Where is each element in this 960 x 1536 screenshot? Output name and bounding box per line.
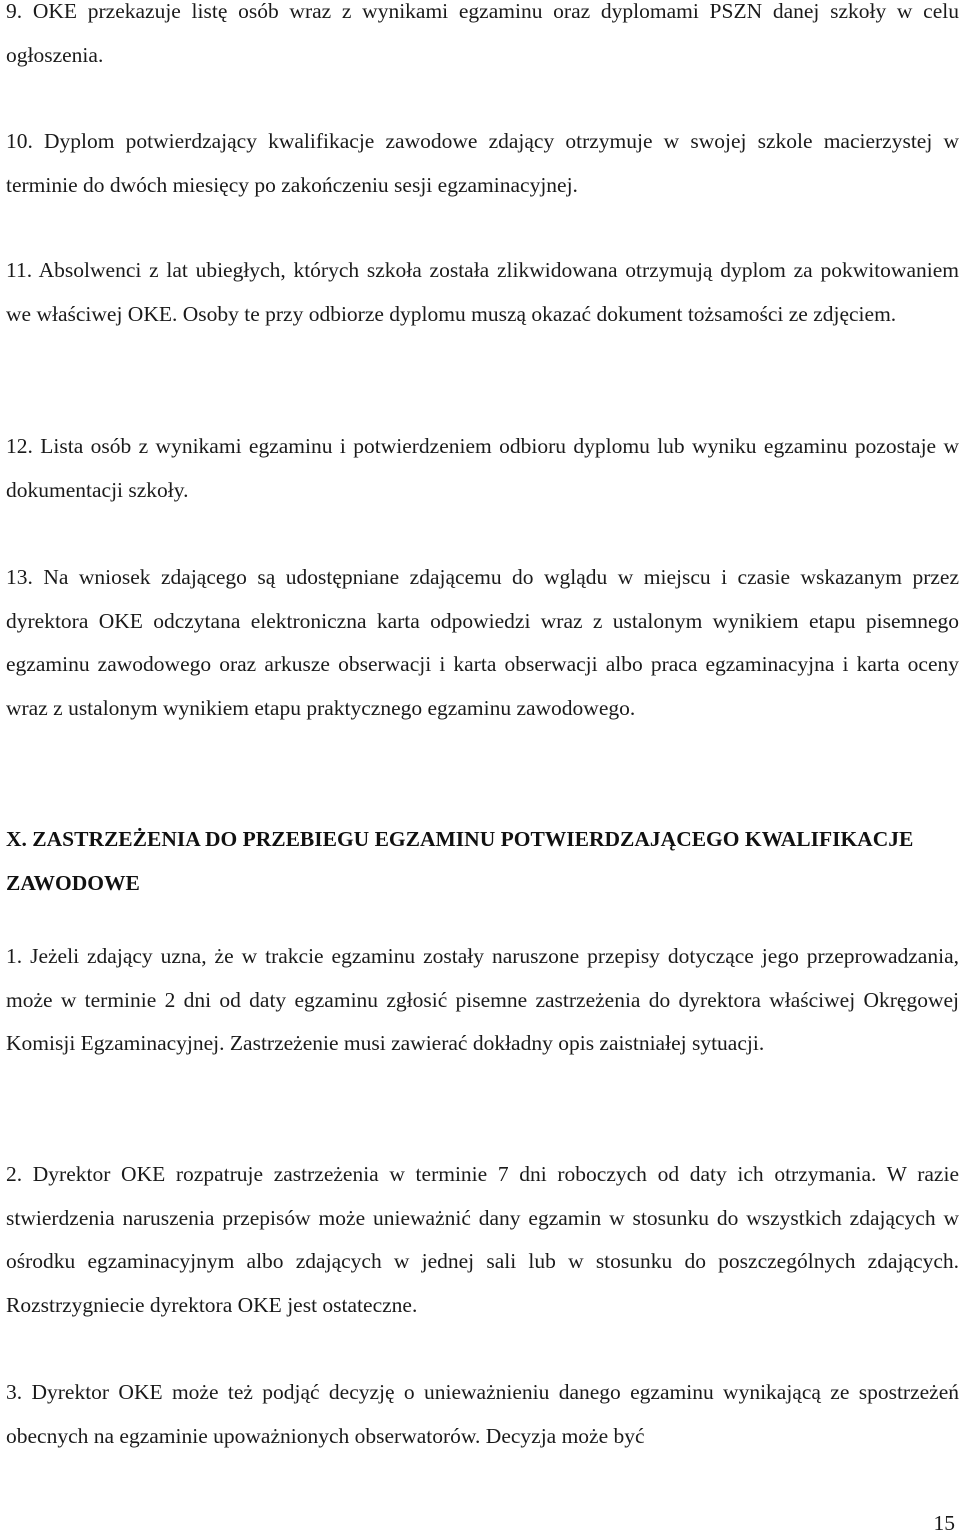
paragraph-13: 13. Na wniosek zdającego są udostępniane zdającemu do wglądu w miejscu i czasie wskazanym przez dyrektora OKE odczytana elektroniczna karta odpowiedzi wraz z ustalonym wynikiem etapu pisemnego egzaminu zawodowego oraz arkusze obserwacji i karta obserwacji albo praca egzaminacyjna i karta oceny wraz z ustalonym wynikiem etapu praktycznego egzaminu zawodowego.	[6, 565, 959, 720]
section-paragraph-3: 3. Dyrektor OKE może też podjąć decyzję o unieważnieniu danego egzaminu wynikającą ze spostrzeżeń obecnych na egzaminie upoważnionych obserwatorów. Decyzja może być	[6, 1380, 959, 1448]
section-paragraph-1: 1. Jeżeli zdający uzna, że w trakcie egzaminu zostały naruszone przepisy dotyczące jego przeprowadzania, może w terminie 2 dni od daty egzaminu zgłosić pisemne zastrzeżenia do dyrektora właściwej Okręgowej Komisji Egzaminacyjnej. Zastrzeżenie musi zawierać dokładny opis zaistniałej sytuacji.	[6, 944, 959, 1056]
paragraph-10: 10. Dyplom potwierdzający kwalifikacje zawodowe zdający otrzymuje w swojej szkole macierzystej w terminie do dwóch miesięcy po zakończeniu sesji egzaminacyjnej.	[6, 129, 959, 197]
document-page	[6, 0, 959, 1535]
paragraph-11: 11. Absolwenci z lat ubiegłych, których szkoła została zlikwidowana otrzymują dyplom za pokwitowaniem we właściwej OKE. Osoby te przy odbiorze dyplomu muszą okazać dokument tożsamości ze zdjęciem.	[6, 258, 959, 326]
paragraph-12: 12. Lista osób z wynikami egzaminu i potwierdzeniem odbioru dyplomu lub wyniku egzaminu pozostaje w dokumentacji szkoły.	[6, 434, 959, 502]
paragraph-9: 9. OKE przekazuje listę osób wraz z wynikami egzaminu oraz dyplomami PSZN danej szkoły w celu ogłoszenia.	[6, 0, 959, 67]
section-heading: X. ZASTRZEŻENIA DO PRZEBIEGU EGZAMINU POTWIERDZAJĄCEGO KWALIFIKACJE ZAWODOWE	[6, 827, 914, 895]
section-paragraph-2: 2. Dyrektor OKE rozpatruje zastrzeżenia w terminie 7 dni roboczych od daty ich otrzymania. W razie stwierdzenia naruszenia przepisów może unieważnić dany egzamin w stosunku do wszystkich zdających w ośrodku egzaminacyjnym albo zdających w jednej sali lub w stosunku do poszczególnych zdających. Rozstrzygniecie dyrektora OKE jest ostateczne.	[6, 1162, 959, 1317]
page-number: 15	[933, 1511, 955, 1535]
